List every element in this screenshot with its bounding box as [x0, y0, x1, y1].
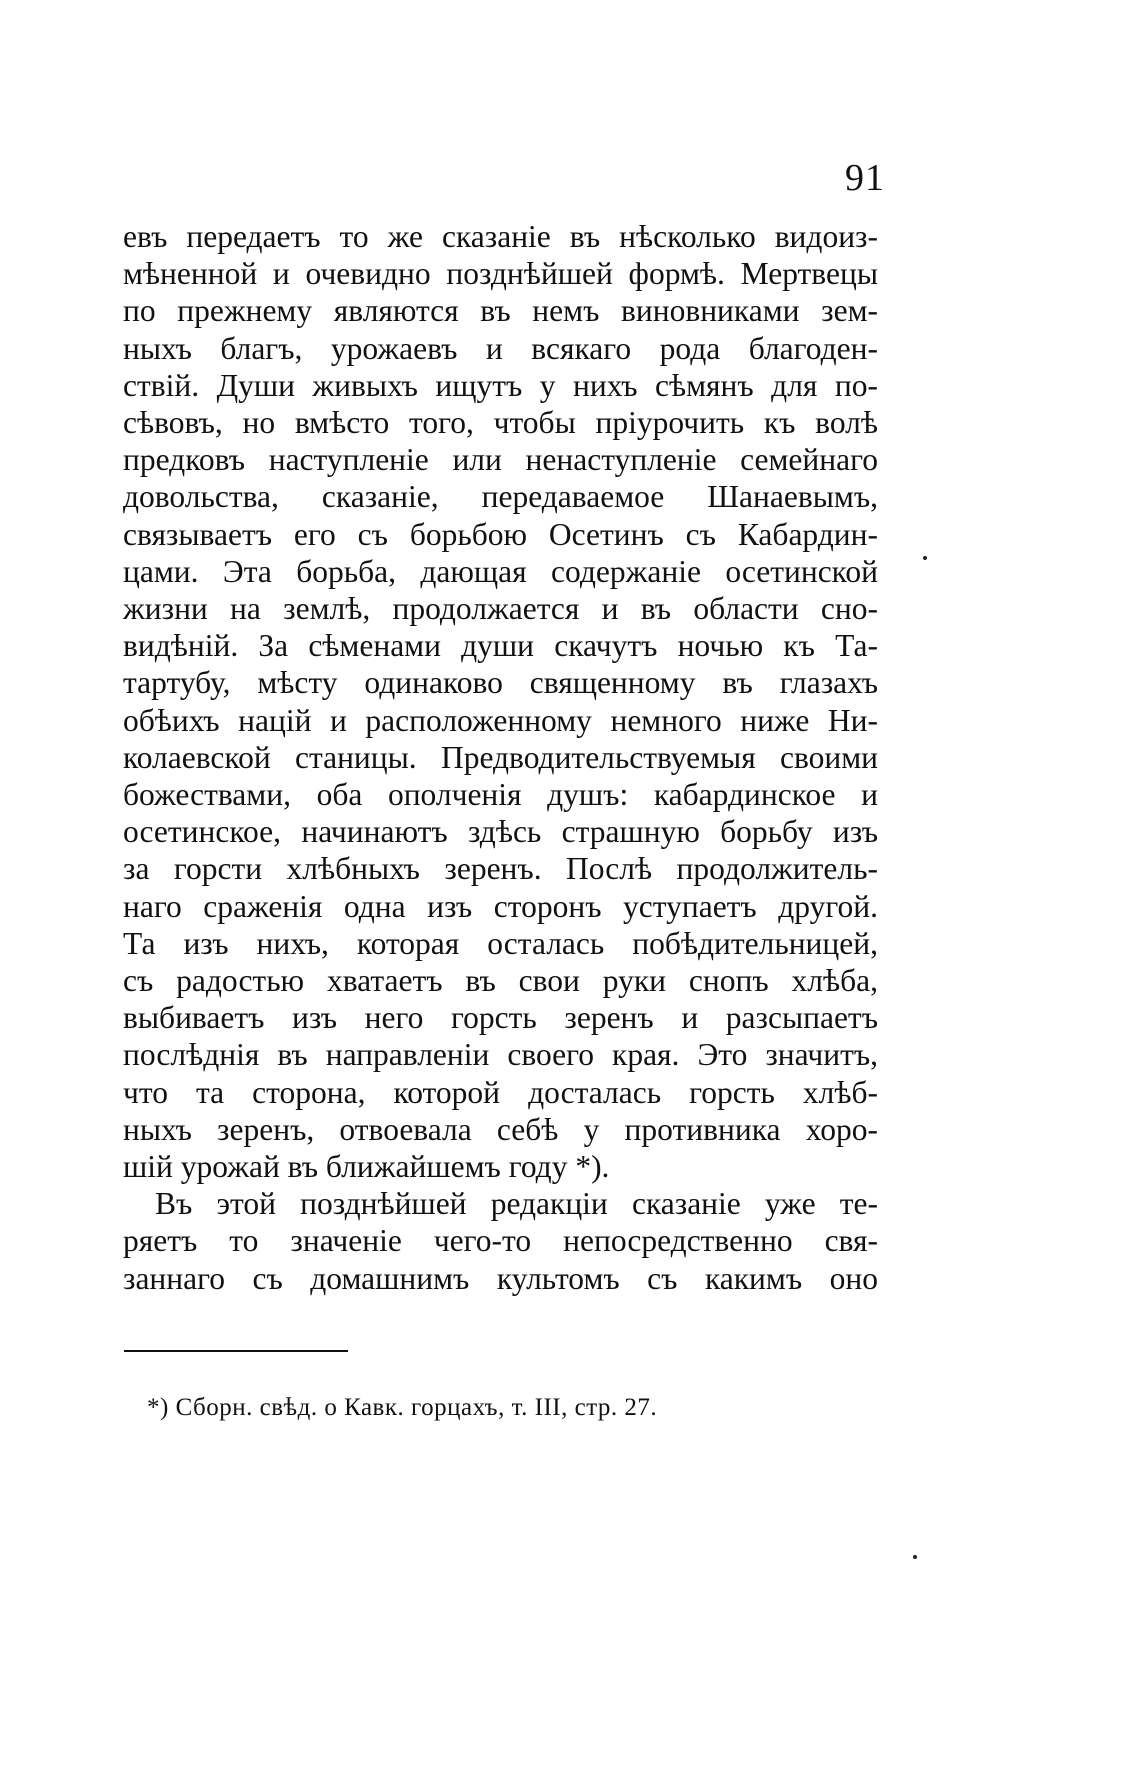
text-line: ныхъ зеренъ, отвоевала себѣ у противника хоро- — [123, 1111, 878, 1147]
text-line: заннаго съ домашнимъ культомъ съ какимъ оно — [123, 1260, 878, 1296]
text-line: Въ этой позднѣйшей редакцiи сказанiе уже те- — [155, 1186, 878, 1222]
text-line: шiй урожай въ ближайшемъ году *). — [123, 1149, 610, 1185]
text-line: евъ передаетъ то же сказанiе въ нѣсколько видоиз- — [123, 219, 878, 254]
text-line: предковъ наступленiе или ненаступленiе семейнаго — [123, 442, 878, 478]
text-line: осетинское, начинаютъ здѣсь страшную борьбу изъ — [123, 814, 878, 850]
text-line: видѣнiй. За сѣменами души скачутъ ночью къ Та- — [123, 628, 878, 664]
ink-speck — [913, 1555, 917, 1559]
text-line: Та изъ нихъ, которая осталась побѣдительницей, — [123, 925, 878, 961]
text-line: цами. Эта борьба, дающая содержанiе осетинской — [123, 553, 878, 589]
text-line: жизни на землѣ, продолжается и въ области сно- — [123, 591, 878, 627]
text-line: по прежнему являются въ немъ виновниками зем- — [123, 293, 878, 329]
text-line: ряетъ то значенiе чего-то непосредственно свя- — [123, 1223, 878, 1259]
text-line: за горсти хлѣбныхъ зеренъ. Послѣ продолжитель- — [123, 851, 878, 887]
text-line: сѣвовъ, но вмѣсто того, чтобы прiурочить къ волѣ — [123, 405, 878, 441]
text-line: тартубу, мѣсту одинаково священному въ глазахъ — [123, 665, 878, 701]
text-line: колаевской станицы. Предводительствуемыя своими — [123, 739, 878, 775]
text-line: съ радостью хватаетъ въ свои руки снопъ хлѣба, — [123, 963, 878, 999]
text-line: довольства, сказанiе, передаваемое Шанаевымъ, — [123, 479, 878, 515]
text-line: выбиваетъ изъ него горсть зеренъ и разсыпаетъ — [123, 1000, 878, 1036]
text-line: связываетъ его съ борьбою Осетинъ съ Кабардин- — [123, 516, 878, 552]
text-line: что та сторона, которой досталась горсть хлѣб- — [123, 1074, 878, 1110]
body-text — [123, 218, 878, 1297]
text-line: божествами, оба ополченiя душъ: кабардинское и — [123, 777, 878, 813]
text-line: послѣднiя въ направленiи своего края. Это значитъ, — [123, 1037, 878, 1073]
footnote: *) Сборн. свѣд. о Кавк. горцахъ, т. III, стр. 27. — [147, 1394, 658, 1421]
page-number: 91 — [845, 157, 885, 199]
text-line: ныхъ благъ, урожаевъ и всякаго рода благоден- — [123, 330, 878, 366]
text-line: мѣненной и очевидно позднѣйшей формѣ. Мертвецы — [123, 256, 878, 292]
text-line: ствiй. Души живыхъ ищутъ у нихъ сѣмянъ для по- — [123, 367, 878, 403]
footnote-rule — [124, 1350, 348, 1352]
text-line: наго сраженiя одна изъ сторонъ уступаетъ другой. — [123, 888, 878, 924]
ink-speck — [923, 556, 927, 560]
text-line: обѣихъ нацiй и расположенному немного ниже Ни- — [123, 702, 878, 738]
